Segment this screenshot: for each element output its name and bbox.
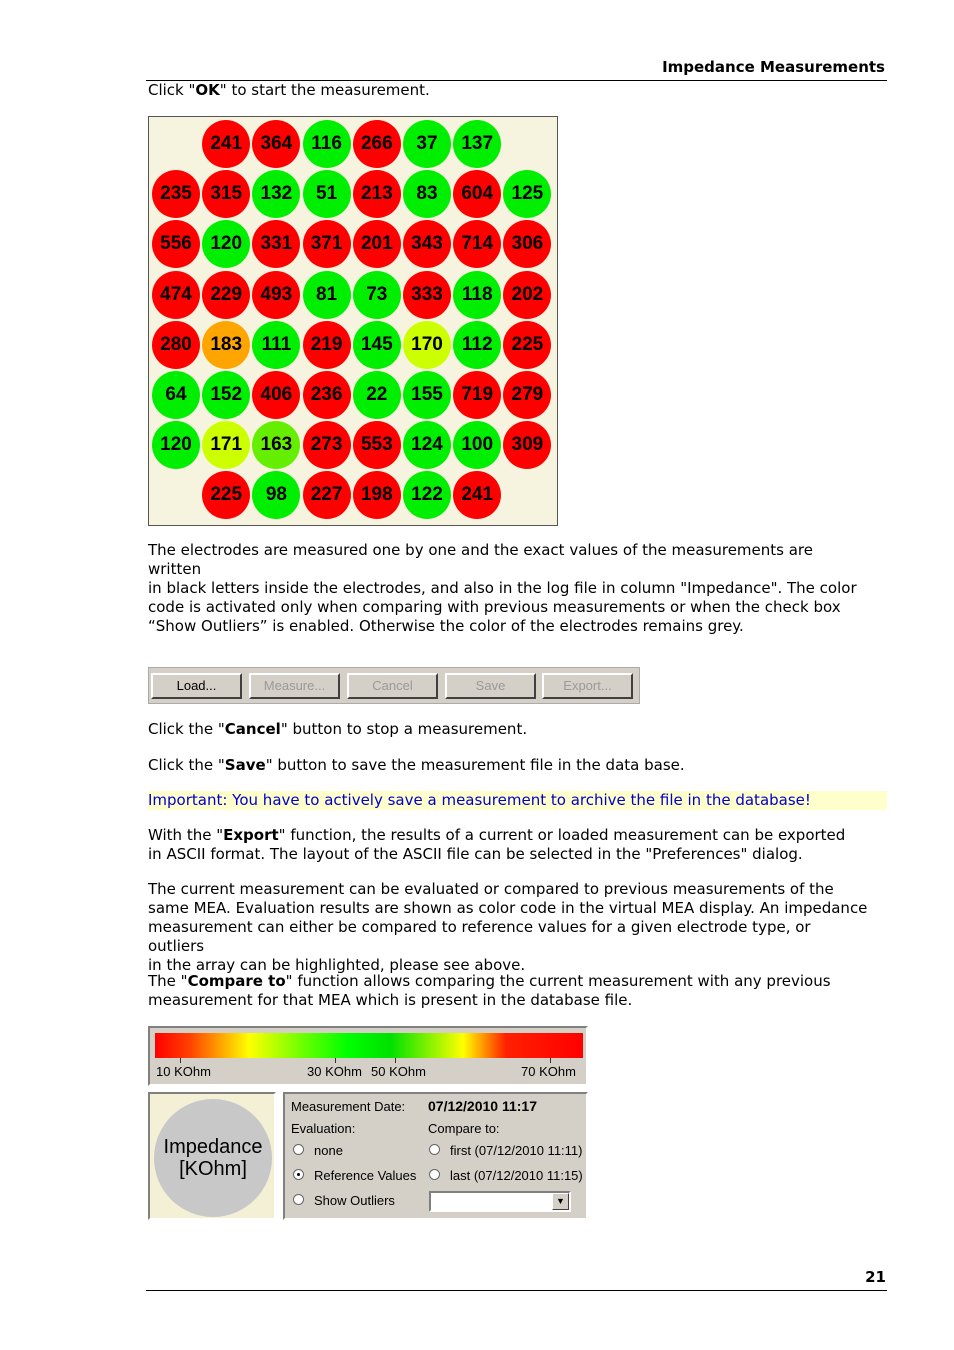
electrode: 111	[252, 321, 300, 369]
reference-values-label: Reference Values	[314, 1168, 417, 1183]
cancel-post: " button to stop a measurement.	[280, 720, 528, 738]
electrode: 235	[152, 170, 200, 218]
electrode: 137	[453, 120, 501, 168]
electrode: 73	[353, 271, 401, 319]
none-radio[interactable]	[293, 1144, 304, 1155]
evaluation-panel	[283, 1092, 588, 1220]
important-note: Important: You have to actively save a measurement to archive the file in the database!	[148, 791, 887, 810]
compare-line: measurement for that MEA which is present in the database file.	[148, 991, 633, 1009]
electrode: 371	[303, 220, 351, 268]
cancel-paragraph	[148, 720, 868, 739]
evaluation-line: same MEA. Evaluation results are shown as color code in the virtual MEA display. An impedance	[148, 899, 868, 917]
electrode: 116	[303, 120, 351, 168]
electrode: 202	[503, 271, 551, 319]
export-pre: With the "	[148, 826, 224, 844]
electrode: 279	[503, 371, 551, 419]
compare-dropdown[interactable]	[429, 1191, 571, 1212]
intro-pre: Click "	[148, 81, 196, 99]
save-post: " button to save the measurement file in the data base.	[265, 756, 685, 774]
show-outliers-radio[interactable]	[293, 1194, 304, 1205]
electrode: 132	[252, 170, 300, 218]
electrode: 120	[152, 421, 200, 469]
electrode: 201	[353, 220, 401, 268]
intro-post: " to start the measurement.	[219, 81, 430, 99]
export-post: " function, the results of a current or loaded measurement can be exported	[278, 826, 846, 844]
electrode: 64	[152, 371, 200, 419]
electrode: 124	[403, 421, 451, 469]
electrode: 225	[202, 471, 250, 519]
legend-tick	[550, 1058, 551, 1063]
electrode: 315	[202, 170, 250, 218]
show-outliers-label: Show Outliers	[314, 1193, 395, 1208]
electrode: 333	[403, 271, 451, 319]
legend-label-10: 10 KOhm	[156, 1064, 211, 1079]
impedance-label: Impedance	[163, 1136, 263, 1158]
impedance-unit: [KOhm]	[179, 1158, 247, 1180]
electrode: 474	[152, 271, 200, 319]
footer-rule	[146, 1290, 887, 1291]
electrode: 241	[202, 120, 250, 168]
save-paragraph	[148, 756, 868, 775]
electrode: 219	[303, 321, 351, 369]
load-button[interactable]: Load...	[151, 673, 242, 699]
first-label: first (07/12/2010 11:11)	[450, 1143, 583, 1158]
compare-pre: The "	[148, 972, 188, 990]
legend-label-30: 30 KOhm	[307, 1064, 362, 1079]
legend-tick	[180, 1058, 181, 1063]
evaluation-line: in the array can be highlighted, please see above.	[148, 956, 526, 974]
export-line: in ASCII format. The layout of the ASCII file can be selected in the "Preferences" dialog.	[148, 845, 803, 863]
reference-values-radio[interactable]	[293, 1169, 304, 1180]
compare-to-label: Compare to:	[428, 1121, 500, 1136]
electrode: 604	[453, 170, 501, 218]
color-legend	[148, 1026, 588, 1086]
electrode: 556	[152, 220, 200, 268]
electrode: 100	[453, 421, 501, 469]
electrode: 81	[303, 271, 351, 319]
electrode: 125	[503, 170, 551, 218]
electrode: 266	[353, 120, 401, 168]
electrode: 331	[252, 220, 300, 268]
electrode: 198	[353, 471, 401, 519]
save-pre: Click the "	[148, 756, 225, 774]
electrode: 719	[453, 371, 501, 419]
cancel-pre: Click the "	[148, 720, 225, 738]
legend-tick	[335, 1058, 336, 1063]
last-radio[interactable]	[429, 1169, 440, 1180]
electrode: 229	[202, 271, 250, 319]
measurement-date-value: 07/12/2010 11:17	[428, 1098, 537, 1114]
export-button[interactable]: Export...	[542, 673, 633, 699]
button-bar	[148, 667, 640, 704]
description-line: The electrodes are measured one by one and the exact values of the measurements are written	[148, 541, 813, 578]
legend-label-70: 70 KOhm	[521, 1064, 576, 1079]
electrode: 213	[353, 170, 401, 218]
electrode: 83	[403, 170, 451, 218]
electrode: 306	[503, 220, 551, 268]
electrode: 37	[403, 120, 451, 168]
electrode: 171	[202, 421, 250, 469]
description-line: code is activated only when comparing with previous measurements or when the check box	[148, 598, 841, 616]
page-number: 21	[865, 1268, 886, 1286]
electrode: 183	[202, 321, 250, 369]
electrode: 493	[252, 271, 300, 319]
evaluation-paragraph	[148, 880, 868, 975]
save-button[interactable]: Save	[445, 673, 536, 699]
electrode: 98	[252, 471, 300, 519]
electrode: 122	[403, 471, 451, 519]
intro-text	[148, 81, 868, 100]
impedance-display	[148, 1092, 276, 1220]
electrode: 236	[303, 371, 351, 419]
intro-ok: OK	[195, 81, 220, 99]
electrode: 145	[353, 321, 401, 369]
electrode: 112	[453, 321, 501, 369]
electrode: 364	[252, 120, 300, 168]
export-bold: Export	[223, 826, 279, 844]
electrode: 120	[202, 220, 250, 268]
evaluation-line: The current measurement can be evaluated or compared to previous measurements of the	[148, 880, 834, 898]
first-radio[interactable]	[429, 1144, 440, 1155]
electrode: 241	[453, 471, 501, 519]
legend-tick	[395, 1058, 396, 1063]
compare-paragraph	[148, 972, 868, 1010]
header-title: Impedance Measurements	[662, 58, 885, 76]
electrode: 227	[303, 471, 351, 519]
electrode: 553	[353, 421, 401, 469]
electrode: 280	[152, 321, 200, 369]
description-line: “Show Outliers” is enabled. Otherwise the color of the electrodes remains grey.	[148, 617, 744, 635]
electrode: 155	[403, 371, 451, 419]
description-paragraph	[148, 541, 868, 636]
electrode: 406	[252, 371, 300, 419]
electrode: 163	[252, 421, 300, 469]
electrode: 22	[353, 371, 401, 419]
electrode: 118	[453, 271, 501, 319]
electrode: 714	[453, 220, 501, 268]
compare-post: " function allows comparing the current measurement with any previous	[285, 972, 831, 990]
last-label: last (07/12/2010 11:15)	[450, 1168, 583, 1183]
evaluation-label: Evaluation:	[291, 1121, 356, 1136]
electrode: 170	[403, 321, 451, 369]
none-label: none	[314, 1143, 343, 1158]
electrode: 152	[202, 371, 250, 419]
chevron-down-icon[interactable]: ▼	[552, 1193, 569, 1210]
impedance-electrode-icon	[154, 1099, 272, 1217]
page-header	[146, 58, 887, 81]
measurement-date-label: Measurement Date:	[291, 1099, 406, 1114]
electrode: 343	[403, 220, 451, 268]
color-gradient-bar	[155, 1033, 583, 1058]
evaluation-line: measurement can either be compared to reference values for a given electrode type, or outliers	[148, 918, 811, 955]
electrode: 225	[503, 321, 551, 369]
measure-button[interactable]: Measure...	[249, 673, 340, 699]
electrode-grid	[148, 116, 558, 526]
electrode: 51	[303, 170, 351, 218]
export-paragraph	[148, 826, 868, 864]
electrode: 309	[503, 421, 551, 469]
electrode: 273	[303, 421, 351, 469]
save-bold: Save	[224, 756, 266, 774]
compare-bold: Compare to	[187, 972, 286, 990]
cancel-button[interactable]: Cancel	[347, 673, 438, 699]
description-line: in black letters inside the electrodes, and also in the log file in column "Impedance". The color	[148, 579, 857, 597]
cancel-bold: Cancel	[224, 720, 281, 738]
legend-label-50: 50 KOhm	[371, 1064, 426, 1079]
